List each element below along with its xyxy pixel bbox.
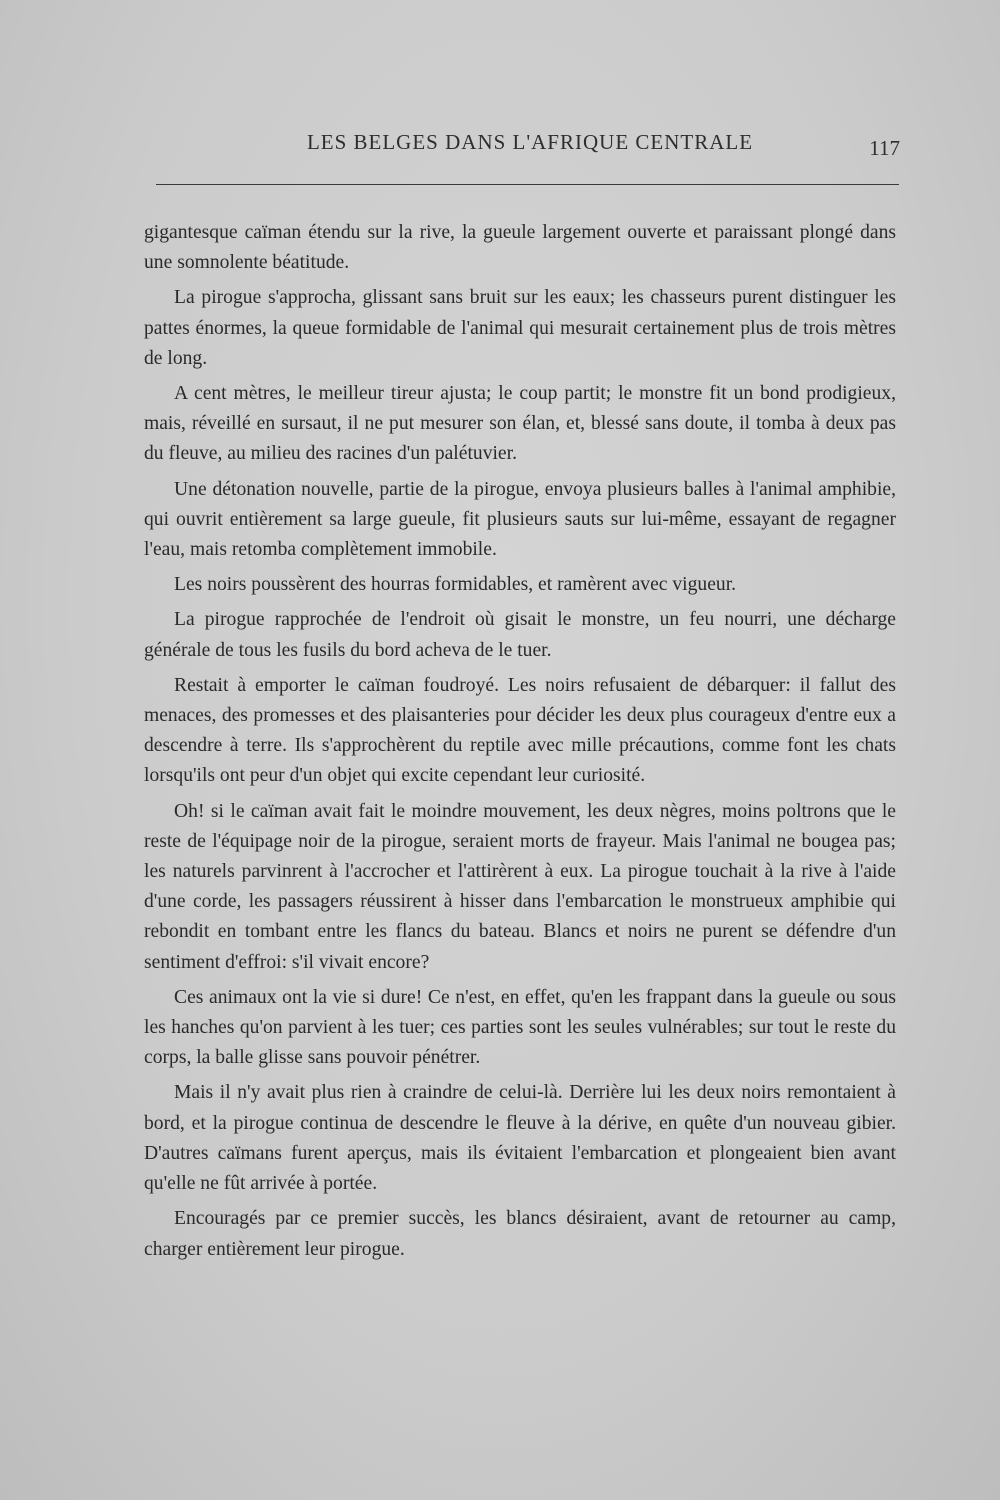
paragraph: Encouragés par ce premier succès, les blancs désiraient, avant de retourner au camp, charger entièrement leur pirogue.: [144, 1208, 896, 1260]
paragraph: Les noirs poussèrent des hourras formidables, et ramèrent avec vigueur.: [174, 574, 737, 596]
paragraph: Ces animaux ont la vie si dure! Ce n'est, en effet, qu'en les frappant dans la gueule ou sous les hanches qu'on parvient à les tuer; ces parties sont les seules vulnérables; sur tout le reste du corps, la balle glisse sans pouvoir pénétrer.: [144, 986, 896, 1069]
paragraph: La pirogue rapprochée de l'endroit où gisait le monstre, un feu nourri, une décharge générale de tous les fusils du bord acheva de le tuer.: [144, 609, 896, 661]
body-text: [144, 218, 896, 1270]
header-rule: [156, 184, 899, 185]
page-number: 117: [869, 136, 900, 160]
paragraph: A cent mètres, le meilleur tireur ajusta; le coup partit; le monstre fit un bond prodigieux, mais, réveillé en sursaut, il ne put mesurer son élan, et, blessé sans doute, il tomba à deux pas du fleuve, au milieu des racines d'un palétuvier.: [144, 383, 896, 465]
paragraph: Mais il n'y avait plus rien à craindre de celui-là. Derrière lui les deux noirs remontaient à bord, et la pirogue continua de descendre le fleuve à la dérive, en quête d'un nouveau gibier. D'autres caïmans furent aperçus, mais ils évitaient l'embarcation et plongeaient bien avant qu'elle ne fût arrivée à portée.: [144, 1082, 896, 1195]
paragraph: Restait à emporter le caïman foudroyé. Les noirs refusaient de débarquer: il fallut des menaces, des promesses et des plaisanteries pour décider les deux plus courageux d'entre eux a descendre à terre. Ils s'approchèrent du reptile avec mille précautions, comme font les chats lorsqu'ils ont peur d'un objet qui excite cependant leur curiosité.: [144, 674, 896, 787]
paragraph: gigantesque caïman étendu sur la rive, la gueule largement ouverte et paraissant plongé dans une somnolente béatitude.: [144, 222, 896, 274]
running-head: [150, 130, 900, 164]
paragraph: Oh! si le caïman avait fait le moindre mouvement, les deux nègres, moins poltrons que le reste de l'équipage noir de la pirogue, seraient morts de frayeur. Mais l'animal ne bougea pas; les naturels parvinrent à l'accrocher et l'attirèrent à eux. La pirogue touchait à la rive à l'aide d'une corde, les passagers réussirent à hisser dans l'embarcation le monstrueux amphibie qui rebondit en tombant entre les flancs du bateau. Blancs et noirs ne purent se défendre d'un sentiment d'effroi: s'il vivait encore?: [144, 800, 896, 973]
paragraph: Une détonation nouvelle, partie de la pirogue, envoya plusieurs balles à l'animal amphibie, qui ouvrit entièrement sa large gueule, fit plusieurs sauts sur lui-même, essayant de regagner l'eau, mais retomba complètement immobile.: [144, 478, 896, 561]
paragraph: La pirogue s'approcha, glissant sans bruit sur les eaux; les chasseurs purent distinguer les pattes énormes, la queue formidable de l'animal qui mesurait certainement plus de trois mètres de long.: [144, 287, 896, 369]
running-title: LES BELGES DANS L'AFRIQUE CENTRALE: [306, 130, 754, 154]
